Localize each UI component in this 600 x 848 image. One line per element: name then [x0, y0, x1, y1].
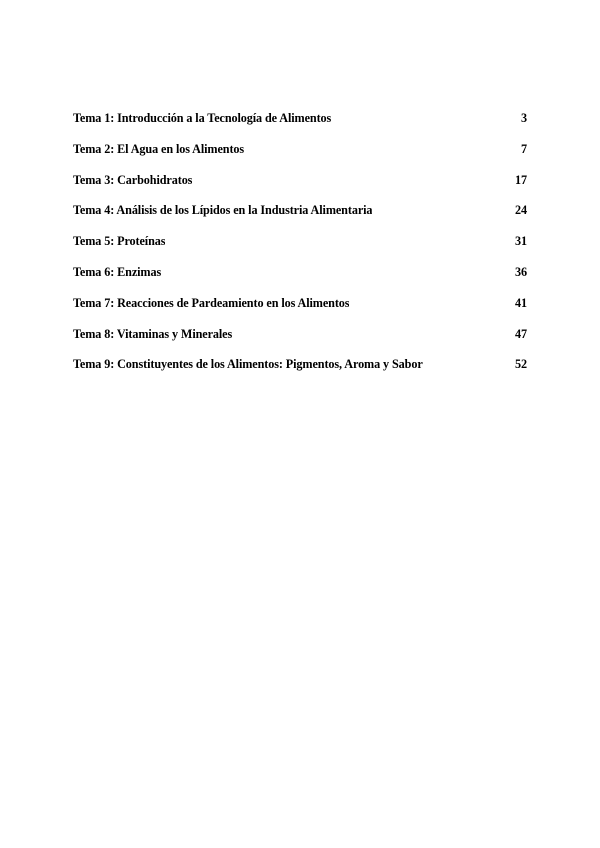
toc-entry-title: Tema 7: Reacciones de Pardeamiento en los Alimentos	[73, 295, 350, 310]
toc-entry-page: 41	[515, 295, 527, 310]
toc-entry-page: 47	[515, 326, 527, 341]
table-of-contents	[73, 111, 527, 388]
toc-entry-page: 31	[515, 234, 527, 249]
toc-entry-title: Tema 8: Vitaminas y Minerales	[73, 326, 233, 341]
toc-entry-page: 36	[515, 264, 527, 279]
toc-entry-8	[73, 327, 527, 358]
toc-entry-page: 17	[515, 172, 527, 187]
toc-entry-page: 7	[521, 141, 527, 156]
toc-entry-title: Tema 6: Enzimas	[73, 264, 162, 279]
toc-entry-6	[73, 265, 527, 296]
toc-entry-9	[73, 357, 527, 388]
toc-entry-2	[73, 142, 527, 173]
toc-entry-3	[73, 173, 527, 204]
toc-entry-page: 52	[515, 357, 527, 372]
toc-entry-title: Tema 2: El Agua en los Alimentos	[73, 141, 245, 156]
toc-entry-title: Tema 1: Introducción a la Tecnología de Alimentos	[73, 111, 332, 125]
toc-entry-1	[73, 111, 527, 142]
toc-entry-page: 3	[521, 111, 527, 125]
toc-entry-title: Tema 3: Carbohidratos	[73, 172, 193, 187]
toc-entry-title: Tema 9: Constituyentes de los Alimentos: Pigmentos, Aroma y Sabor	[73, 357, 423, 372]
toc-entry-5	[73, 234, 527, 265]
toc-entry-title: Tema 5: Proteínas	[73, 234, 166, 249]
toc-entry-7	[73, 296, 527, 327]
toc-entry-title: Tema 4: Análisis de los Lípidos en la Industria Alimentaria	[73, 203, 373, 218]
toc-entry-page: 24	[515, 203, 527, 218]
toc-entry-4	[73, 203, 527, 234]
